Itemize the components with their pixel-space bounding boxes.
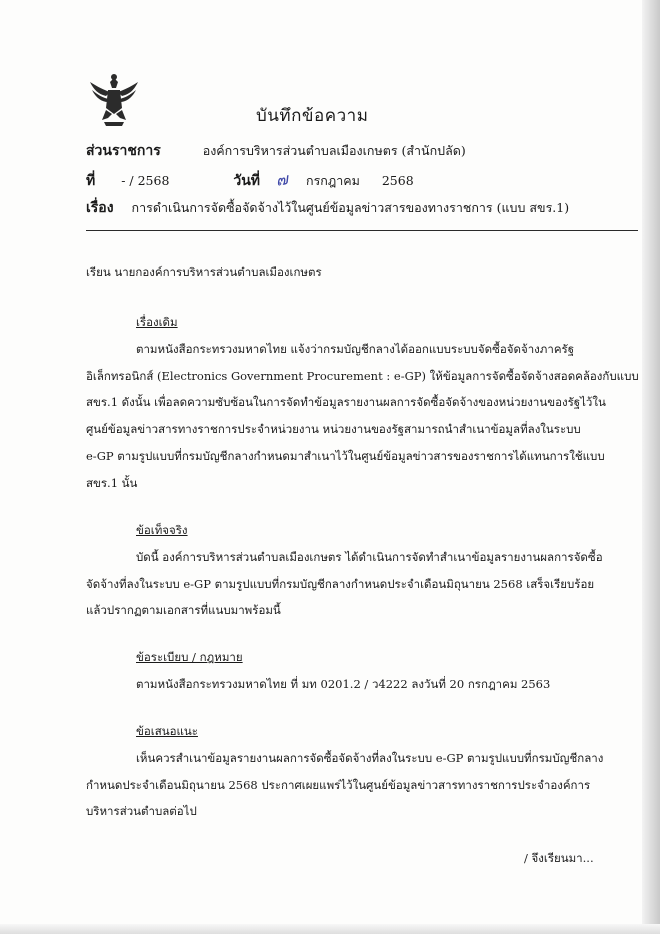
background-line: e-GP ตามรูปแบบที่กรมบัญชีกลางกำหนดมาสำเนาไว้ในศูนย์ข้อมูลข่าวสารของราชการได้แทนการใช้แบบ <box>86 449 605 463</box>
subject-value: การดำเนินการจัดซื้อจัดจ้างไว้ในศูนย์ข้อมูลข่าวสารของทางราชการ (แบบ สขร.1) <box>131 200 570 215</box>
subject-row <box>86 197 569 219</box>
ref-value: - / 2568 <box>121 173 170 188</box>
recommendation-line: กำหนดประจำเดือนมิถุนายน 2568 ประกาศเผยแพร่ไว้ในศูนย์ข้อมูลข่าวสารทางราชการประจำองค์การ <box>86 778 591 792</box>
background-line: สขร.1 ดังนั้น เพื่อลดความซับซ้อนในการจัดทำข้อมูลรายงานผลการจัดซื้อจัดจ้างของหน่วยงานของรัฐไว้ใน <box>86 395 606 409</box>
regulations-heading: ข้อระเบียบ / กฎหมาย <box>136 650 243 664</box>
recommendation-line: บริหารส่วนตำบลต่อไป <box>86 804 197 818</box>
background-line: ศูนย์ข้อมูลข่าวสารทางราชการประจำหน่วยงาน หน่วยงานของรัฐสามารถนำสำเนาข้อมูลที่ลงในระบบ <box>86 422 581 436</box>
agency-row <box>86 140 466 162</box>
background-line: อิเล็กทรอนิกส์ (Electronics Government Procurement : e-GP) ให้ข้อมูลการจัดซื้อจัดจ้างสอดคล้องกับแบบ <box>86 369 639 383</box>
regulations-line: ตามหนังสือกระทรวงมหาดไทย ที่ มท 0201.2 / ว4222 ลงวันที่ 20 กรกฎาคม 2563 <box>136 677 551 691</box>
salutation: เรียน นายกองค์การบริหารส่วนตำบลเมืองเกษตร <box>86 265 322 279</box>
agency-value: องค์การบริหารส่วนตำบลเมืองเกษตร (สำนักปลัด) <box>202 143 466 158</box>
ref-date-row <box>86 168 414 193</box>
facts-heading: ข้อเท็จจริง <box>136 523 188 537</box>
background-heading: เรื่องเดิม <box>136 315 178 329</box>
garuda-emblem-icon <box>88 72 140 130</box>
ref-label: ที่ <box>86 173 96 189</box>
date-label: วันที่ <box>233 173 261 189</box>
recommendation-heading: ข้อเสนอแนะ <box>136 724 198 738</box>
page-edge-shadow <box>642 0 660 934</box>
date-month: กรกฎาคม <box>306 173 360 188</box>
facts-line: จัดจ้างที่ลงในระบบ e-GP ตามรูปแบบที่กรมบัญชีกลางกำหนดประจำเดือนมิถุนายน 2568 เสร็จเรียบร้อย <box>86 577 595 591</box>
agency-label: ส่วนราชการ <box>86 143 161 159</box>
memo-title: บันทึกข้อความ <box>256 106 369 126</box>
date-day-handwritten: ๗ <box>274 169 290 190</box>
date-year: 2568 <box>381 173 414 188</box>
page-bottom-shadow <box>0 924 660 934</box>
subject-label: เรื่อง <box>86 200 114 216</box>
background-line: ตามหนังสือกระทรวงมหาดไทย แจ้งว่ากรมบัญชีกลางได้ออกแบบระบบจัดซื้อจัดจ้างภาครัฐ <box>136 342 575 356</box>
background-line: สขร.1 นั้น <box>86 476 138 490</box>
facts-line: บัดนี้ องค์การบริหารส่วนตำบลเมืองเกษตร ได้ดำเนินการจัดทำสำเนาข้อมูลรายงานผลการจัดซื้อ <box>136 550 603 564</box>
continuation-note: / จึงเรียนมา... <box>524 851 594 865</box>
facts-line: แล้วปรากฏตามเอกสารที่แนบมาพร้อมนี้ <box>86 603 281 617</box>
header-divider <box>86 230 638 231</box>
recommendation-line: เห็นควรสำเนาข้อมูลรายงานผลการจัดซื้อจัดจ้างที่ลงในระบบ e-GP ตามรูปแบบที่กรมบัญชีกลาง <box>136 751 604 765</box>
